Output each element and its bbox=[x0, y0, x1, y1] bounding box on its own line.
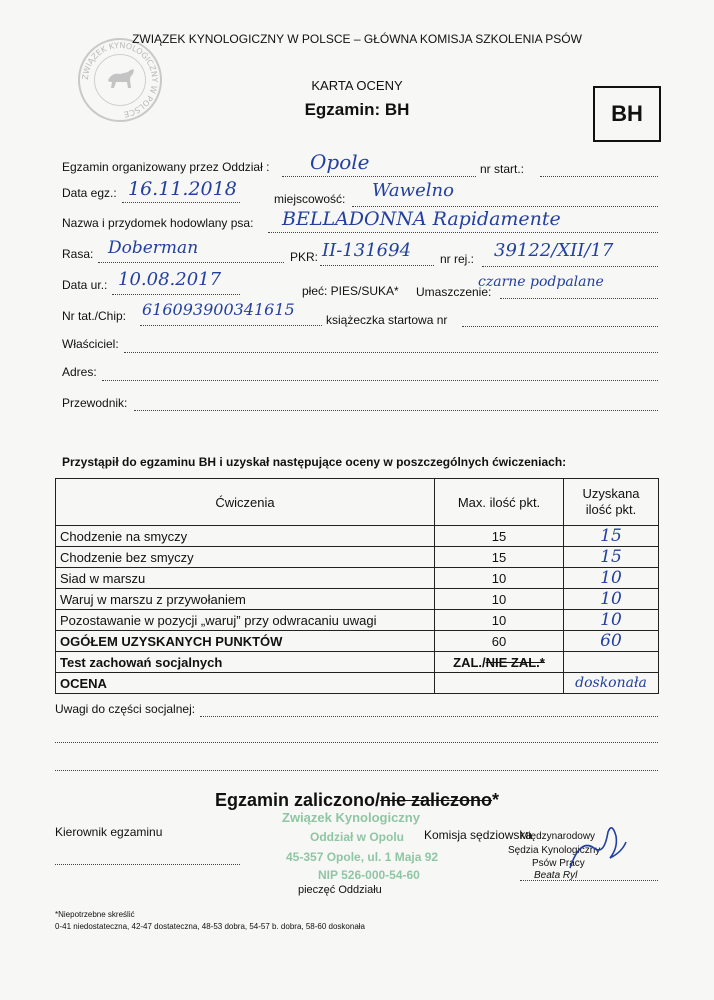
card-title: KARTA OCENY bbox=[311, 78, 403, 93]
grades-table bbox=[55, 478, 659, 694]
table-row bbox=[56, 568, 659, 589]
chip-value: 616093900341615 bbox=[142, 300, 295, 319]
table-row-total bbox=[56, 631, 659, 652]
stamp-line-2: Oddział w Opolu bbox=[310, 830, 404, 844]
stamp-line-4: NIP 526-000-54-60 bbox=[318, 868, 420, 882]
exam-title: Egzamin: BH bbox=[304, 100, 410, 119]
header-max: Max. ilość pkt. bbox=[435, 479, 564, 526]
exercise-score: 10 bbox=[564, 568, 659, 589]
pkr-value: II-131694 bbox=[322, 240, 412, 261]
date-label: Data egz.: bbox=[62, 186, 117, 200]
exercise-max: 10 bbox=[435, 568, 564, 589]
judge-signature-icon bbox=[560, 818, 630, 878]
seal-label: pieczęć Oddziału bbox=[298, 884, 382, 896]
remarks-label: Uwagi do części socjalnej: bbox=[55, 702, 196, 716]
exam-result bbox=[0, 790, 714, 811]
birth-value: 10.08.2017 bbox=[118, 269, 222, 290]
breed-label: Rasa: bbox=[62, 247, 94, 261]
table-row bbox=[56, 610, 659, 631]
stamp-line-3: 45-357 Opole, ul. 1 Maja 92 bbox=[286, 850, 439, 864]
result-asterisk: * bbox=[492, 790, 500, 810]
date-value: 16.11.2018 bbox=[128, 178, 237, 200]
leader-label: Kierownik egzaminu bbox=[55, 825, 163, 839]
owner-label: Właściciel: bbox=[62, 337, 119, 351]
stamp-line-1: Związek Kynologiczny bbox=[282, 810, 420, 825]
table-row bbox=[56, 526, 659, 547]
total-max: 60 bbox=[435, 631, 564, 652]
exercise-name: Waruj w marszu z przywołaniem bbox=[56, 589, 435, 610]
judge-line-4: Beata Ryl bbox=[534, 870, 578, 881]
table-row bbox=[56, 547, 659, 568]
social-result bbox=[435, 652, 564, 673]
dogname-value: BELLADONNA Rapidamente bbox=[282, 208, 561, 230]
result-failed: nie zaliczono bbox=[379, 790, 493, 810]
commission-label: Komisja sędziowska bbox=[424, 828, 533, 842]
book-label: książeczka startowa nr bbox=[326, 313, 448, 327]
social-pass: ZAL./ bbox=[453, 654, 486, 670]
start-label: nr start.: bbox=[480, 162, 525, 176]
address-label: Adres: bbox=[62, 365, 97, 379]
footnote: *Niepotrzebne skreślić bbox=[55, 910, 135, 919]
breed-value: Doberman bbox=[108, 238, 199, 258]
reg-label: nr rej.: bbox=[440, 252, 475, 266]
place-value: Wawelno bbox=[372, 180, 454, 201]
handler-label: Przewodnik: bbox=[62, 396, 128, 410]
header-score: Uzyskana ilość pkt. bbox=[564, 479, 659, 526]
judge-line-2: Sędzia Kynologiczny bbox=[508, 845, 601, 856]
org-value: Opole bbox=[310, 150, 370, 174]
table-row-grade bbox=[56, 673, 659, 694]
seal-text: ZWIĄZEK KYNOLOGICZNY W POLSCE bbox=[80, 40, 160, 119]
reg-value: 39122/XII/17 bbox=[494, 240, 614, 261]
judge-line-1: Międzynarodowy bbox=[520, 831, 596, 842]
exercise-max: 15 bbox=[435, 547, 564, 568]
exam-type-badge: BH bbox=[593, 86, 661, 142]
exercise-score: 15 bbox=[564, 526, 659, 547]
organization-header: ZWIĄZEK KYNOLOGICZNY W POLSCE – GŁÓWNA KOMISJA SZKOLENIA PSÓW bbox=[132, 32, 582, 46]
exercise-max: 15 bbox=[435, 526, 564, 547]
exercise-score: 10 bbox=[564, 610, 659, 631]
pkr-label: PKR: bbox=[290, 250, 319, 264]
org-label: Egzamin organizowany przez Oddział : bbox=[62, 160, 270, 174]
judge-line-3: Psów Pracy bbox=[532, 858, 585, 869]
exercise-name: Siad w marszu bbox=[56, 568, 435, 589]
chip-label: Nr tat./Chip: bbox=[62, 309, 127, 323]
exercise-score: 15 bbox=[564, 547, 659, 568]
social-fail: NIE ZAL.* bbox=[485, 654, 545, 670]
exercise-score: 10 bbox=[564, 589, 659, 610]
place-label: miejscowość: bbox=[274, 192, 346, 206]
result-passed: Egzamin zaliczono/ bbox=[214, 790, 380, 810]
exam-intro: Przystąpił do egzaminu BH i uzyskał następujące oceny w poszczególnych ćwiczeniach: bbox=[62, 455, 567, 469]
social-label: Test zachowań socjalnych bbox=[56, 652, 435, 673]
grade-label: OCENA bbox=[56, 673, 435, 694]
table-row-social bbox=[56, 652, 659, 673]
color-label: Umaszczenie: bbox=[416, 285, 492, 299]
birth-label: Data ur.: bbox=[62, 278, 108, 292]
dogname-label: Nazwa i przydomek hodowlany psa: bbox=[62, 216, 254, 230]
total-score: 60 bbox=[564, 631, 659, 652]
header-exercises: Ćwiczenia bbox=[56, 479, 435, 526]
grading-scale: 0-41 niedostateczna, 42-47 dostateczna, 48-53 dobra, 54-57 b. dobra, 58-60 doskonała bbox=[55, 922, 365, 931]
total-label: OGÓŁEM UZYSKANYCH PUNKTÓW bbox=[56, 631, 435, 652]
exercise-name: Chodzenie na smyczy bbox=[56, 526, 435, 547]
exercise-max: 10 bbox=[435, 589, 564, 610]
color-value: czarne podpalane bbox=[478, 274, 604, 290]
exercise-name: Pozostawanie w pozycji „waruj” przy odwracaniu uwagi bbox=[56, 610, 435, 631]
sex-label: płeć: PIES/SUKA* bbox=[302, 284, 399, 298]
grade-value: doskonała bbox=[564, 673, 659, 694]
table-row bbox=[56, 589, 659, 610]
exercise-max: 10 bbox=[435, 610, 564, 631]
exercise-name: Chodzenie bez smyczy bbox=[56, 547, 435, 568]
